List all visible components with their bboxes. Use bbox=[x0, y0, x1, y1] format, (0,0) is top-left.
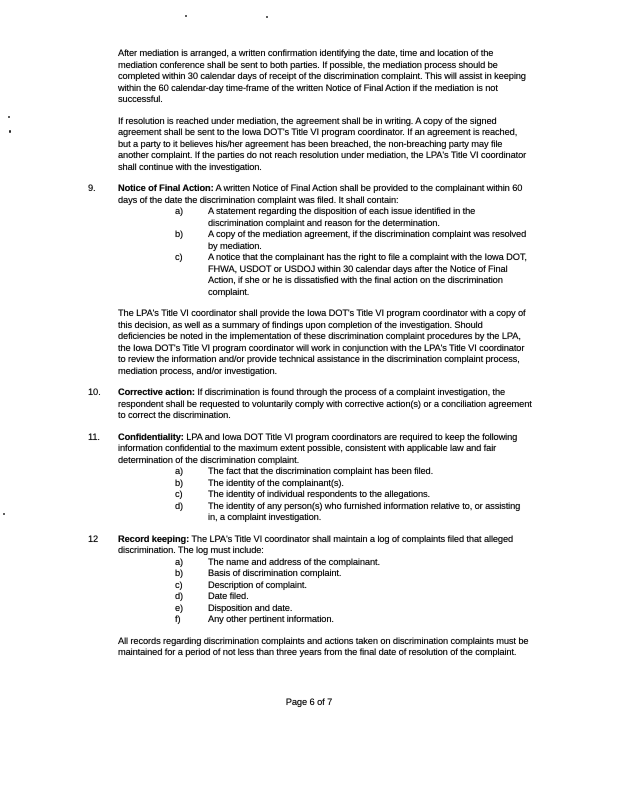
subitem-12a bbox=[175, 557, 532, 569]
numbered-item-9 bbox=[88, 183, 532, 298]
subitem-text: A copy of the mediation agreement, if the discrimination complaint was resolved by mediation. bbox=[208, 229, 527, 251]
subitem-text: The identity of the complainant(s). bbox=[208, 477, 344, 488]
subitem-text: The name and address of the complainant. bbox=[208, 556, 380, 567]
subitem-label: b) bbox=[175, 568, 184, 578]
subitem-label: a) bbox=[175, 466, 184, 476]
item-title: Confidentiality: bbox=[118, 431, 184, 442]
numbered-item-11 bbox=[88, 432, 532, 524]
subitem-text: Basis of discrimination complaint. bbox=[208, 568, 342, 578]
subitem-text: The identity of any person(s) who furnished information relative to, or assisting in, a complaint investigation. bbox=[208, 500, 521, 522]
scan-speck bbox=[266, 16, 268, 18]
item-text: The LPA's Title VI coordinator shall maintain a log of complaints filed that alleged discrimination. The log must include: bbox=[118, 533, 514, 555]
subitem-text: Disposition and date. bbox=[208, 602, 293, 613]
subitem-9b bbox=[175, 229, 532, 252]
page-footer: Page 6 of 7 bbox=[285, 697, 333, 707]
subitem-label: a) bbox=[175, 556, 184, 567]
subitem-9c bbox=[175, 252, 532, 298]
subitem-11d bbox=[175, 501, 532, 524]
subitem-11a bbox=[175, 466, 532, 478]
subitem-11b bbox=[175, 478, 532, 490]
scan-speck bbox=[8, 116, 10, 118]
subitem-12d bbox=[175, 591, 532, 603]
item-intro bbox=[118, 534, 532, 557]
subitem-9a bbox=[175, 206, 532, 229]
scan-speck bbox=[9, 130, 11, 133]
scan-speck bbox=[3, 513, 5, 515]
subitem-text: A notice that the complainant has the right to file a complaint with the Iowa DOT, FHWA, USDOT or USDOJ within 30 calendar days after the Notice of Final Action, if she or he is dissatisfied with the final action on the discrimination complaint. bbox=[208, 252, 527, 297]
subitem-text: A statement regarding the disposition of each issue identified in the discrimination complaint and reason for the determination. bbox=[208, 206, 476, 228]
item-text: A written Notice of Final Action shall be provided to the complainant within 60 days of the date the discrimination complaint was filed. It shall contain: bbox=[118, 183, 523, 205]
item-text: If discrimination is found through the process of a complaint investigation, the respondent shall be requested to voluntarily comply with corrective action(s) or a conciliation agreement to correct the discrimination. bbox=[118, 387, 532, 420]
subitem-12c bbox=[175, 580, 532, 592]
subitem-label: b) bbox=[175, 229, 184, 239]
subitem-label: c) bbox=[175, 579, 183, 590]
subitem-12e bbox=[175, 603, 532, 615]
item-number: 10. bbox=[88, 387, 101, 397]
subitem-label: c) bbox=[175, 489, 183, 499]
subitem-label: e) bbox=[175, 602, 184, 613]
subitem-label: a) bbox=[175, 206, 184, 216]
subitem-text: Any other pertinent information. bbox=[208, 614, 334, 624]
item-intro bbox=[118, 183, 532, 206]
item-number: 9. bbox=[88, 183, 96, 193]
item-text: LPA and Iowa DOT Title VI program coordinators are required to keep the following information confidential to the maximum extent possible, consistent with applicable law and fair determination of the discrimination complaint. bbox=[118, 431, 518, 465]
subitem-label: b) bbox=[175, 477, 184, 488]
subitem-label: f) bbox=[175, 614, 181, 624]
subitem-label: d) bbox=[175, 500, 184, 511]
subitem-text: Description of complaint. bbox=[208, 579, 307, 590]
subitem-label: d) bbox=[175, 591, 184, 601]
item-intro bbox=[118, 387, 532, 422]
item-title: Corrective action: bbox=[118, 387, 195, 397]
item-title: Record keeping: bbox=[118, 533, 190, 544]
paragraph-records-retention: All records regarding discrimination complaints and actions taken on discrimination complaints must be maintained for a period of not less than three years from the final date of resolution of the complaint. bbox=[118, 635, 529, 657]
subitem-12f bbox=[175, 614, 532, 626]
paragraph-mediation-confirmation: After mediation is arranged, a written confirmation identifying the date, time and location of the mediation conference shall be sent to both parties. If possible, the mediation process should be completed within 30 calendar days of receipt of the discrimination complaint. This will assist in keeping within the 60 calendar-day time-frame of the written Notice of Final Action if the mediation is not successful. bbox=[118, 48, 526, 104]
subitem-text: The fact that the discrimination complaint has been filed. bbox=[208, 466, 434, 476]
subitem-label: c) bbox=[175, 252, 183, 262]
subitem-12b bbox=[175, 568, 532, 580]
subitem-11c bbox=[175, 489, 532, 501]
document-body bbox=[88, 48, 532, 669]
item-intro bbox=[118, 432, 532, 467]
item-number: 11. bbox=[88, 431, 100, 442]
item-title: Notice of Final Action: bbox=[118, 183, 214, 193]
subitem-text: The identity of individual respondents to the allegations. bbox=[208, 489, 430, 499]
numbered-item-10 bbox=[88, 387, 532, 422]
item-number: 12 bbox=[88, 533, 99, 544]
subitem-text: Date filed. bbox=[208, 591, 249, 601]
paragraph-coordinator-review: The LPA's Title VI coordinator shall provide the Iowa DOT's Title VI program coordinator with a copy of this decision, as well as a summary of findings upon completion of the investigation. Should deficiencies be noted in the implementation of these discrimination complaint procedures by the LPA, the Iowa DOT's Title VI program coordinator will work in conjunction with the LPA's Title VI coordinator to review the information and/or provide technical assistance in the discrimination complaint process, mediation process, and/or investigation. bbox=[118, 308, 526, 376]
numbered-item-12 bbox=[88, 534, 532, 626]
paragraph-mediation-resolution: If resolution is reached under mediation, the agreement shall be in writing. A copy of the signed agreement shall be sent to the Iowa DOT's Title VI program coordinator. If an agreement is reached, but a party to it believes his/her agreement has been breached, the non-breaching party may file another complaint. If the parties do not reach resolution under mediation, the LPA's Title VI coordinator shall continue with the investigation. bbox=[118, 115, 527, 172]
scan-speck bbox=[185, 15, 187, 17]
